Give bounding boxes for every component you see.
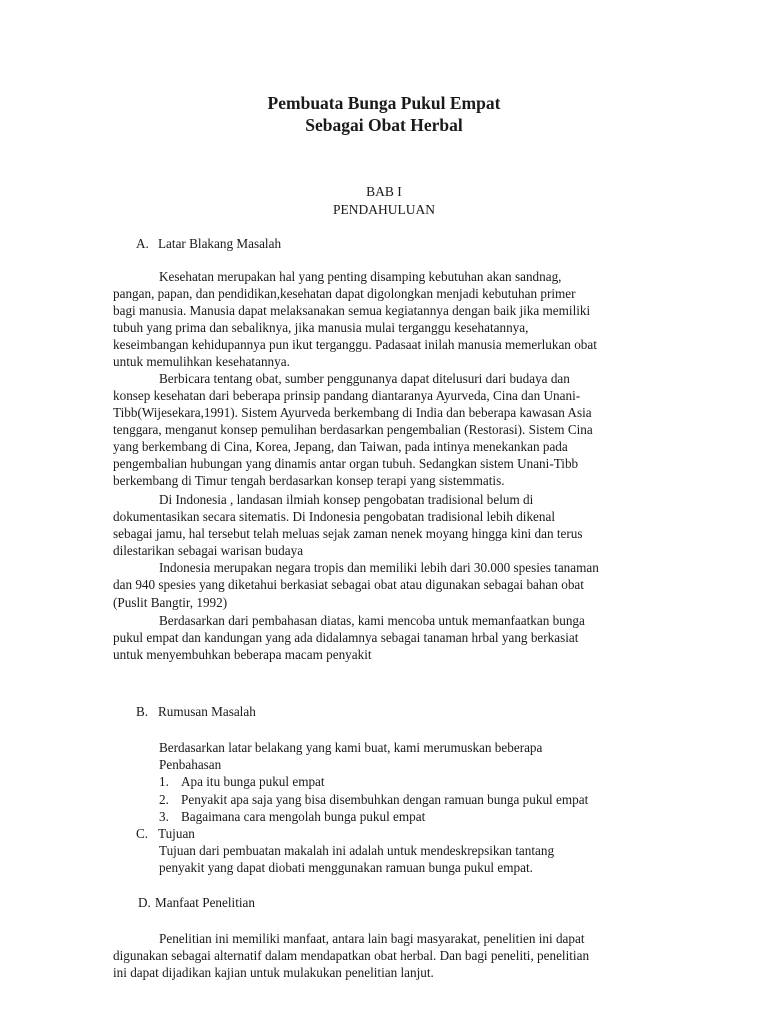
section-a-marker: A. xyxy=(136,236,149,251)
paragraph-line: berkembang di Timur tengah berdasarkan konsep terapi yang sistemmatis. xyxy=(113,473,505,488)
paragraph-line: yang berkembang di Cina, Korea, Jepang, dan Taiwan, pada intinya menekankan pada xyxy=(113,439,568,454)
list-item xyxy=(159,808,425,825)
paragraph-line: konsep kesehatan dari beberapa prinsip pandang diantaranya Ayurveda, Cina dan Unani- xyxy=(113,388,581,403)
paragraph-line: Di Indonesia , landasan ilmiah konsep pengobatan tradisional belum di xyxy=(159,492,534,507)
section-b-intro-line: Berdasarkan latar belakang yang kami buat, kami merumuskan beberapa xyxy=(159,740,543,755)
paragraph-line: Indonesia merupakan negara tropis dan memiliki lebih dari 30.000 spesies tanaman xyxy=(159,560,599,575)
list-item-text: Penyakit apa saja yang bisa disembuhkan dengan ramuan bunga pukul empat xyxy=(181,792,589,807)
section-b-intro-line: Penbahasan xyxy=(159,757,222,772)
paragraph-line: dokumentasikan secara sitematis. Di Indonesia pengobatan tradisional lebih dikenal xyxy=(113,509,556,524)
list-item-marker: 2. xyxy=(159,792,169,807)
paragraph-line: keseimbangan kehidupannya pun ikut terganggu. Padasaat inilah manusia memerlukan obat xyxy=(113,337,597,352)
paragraph-line: pukul empat dan kandungan yang ada didalamnya sebagai tanaman hrbal yang berkasiat xyxy=(113,630,579,645)
section-a-heading-row xyxy=(136,235,281,252)
section-a-heading: Latar Blakang Masalah xyxy=(158,236,282,251)
section-d-heading: Manfaat Penelitian xyxy=(155,895,255,910)
list-item-text: Apa itu bunga pukul empat xyxy=(181,774,325,789)
section-b-marker: B. xyxy=(136,704,149,719)
paragraph-line: tubuh yang prima dan sebaliknya, jika manusia mulai terganggu kesehatannya, xyxy=(113,320,529,335)
paragraph-line: digunakan sebagai alternatif dalam mendapatkan obat herbal. Dan bagi peneliti, penelitian xyxy=(113,948,590,963)
section-c-heading-row xyxy=(136,825,195,842)
paragraph-line: sebagai jamu, hal tersebut telah meluas sejak zaman nenek moyang hingga kini dan terus xyxy=(113,526,583,541)
paragraph-line: dan 940 spesies yang diketahui berkasiat sebagai obat atau digunakan sebagai bahan obat xyxy=(113,577,584,592)
paragraph-line: Penelitian ini memiliki manfaat, antara lain bagi masyarakat, penelitien ini dapat xyxy=(159,931,585,946)
paragraph-line: untuk menyembuhkan beberapa macam penyakit xyxy=(113,647,372,662)
list-item-marker: 3. xyxy=(159,809,169,824)
paragraph-line: pengembalian hubungan yang dinamis antar organ tubuh. Sedangkan sistem Unani-Tibb xyxy=(113,456,579,471)
paragraph-line: bagi manusia. Manusia dapat melaksanakan semua kegiatannya dengan baik jika memiliki xyxy=(113,303,591,318)
section-b-heading: Rumusan Masalah xyxy=(158,704,256,719)
title-line-2: Sebagai Obat Herbal xyxy=(305,115,463,135)
paragraph-line: (Puslit Bangtir, 1992) xyxy=(113,595,228,610)
section-c-line: penyakit yang dapat diobati menggunakan ramuan bunga pukul empat. xyxy=(159,860,533,875)
section-c-marker: C. xyxy=(136,826,149,841)
list-item-marker: 1. xyxy=(159,774,169,789)
chapter-name: PENDAHULUAN xyxy=(333,202,435,217)
section-d-marker: D. xyxy=(138,895,151,910)
list-item-text: Bagaimana cara mengolah bunga pukul empat xyxy=(181,809,426,824)
paragraph-line: Tibb(Wijesekara,1991). Sistem Ayurveda berkembang di India dan beberapa kawasan Asia xyxy=(113,405,592,420)
paragraph-line: Kesehatan merupakan hal yang penting disamping kebutuhan akan sandnag, xyxy=(159,269,562,284)
list-item xyxy=(159,773,325,790)
paragraph-line: ini dapat dijadikan kajian untuk mulakukan penelitian lanjut. xyxy=(113,965,434,980)
section-c-line: Tujuan dari pembuatan makalah ini adalah untuk mendeskrepsikan tantang xyxy=(159,843,555,858)
paragraph-line: untuk memulihkan kesehatannya. xyxy=(113,354,290,369)
paragraph-line: tenggara, menganut konsep pemulihan berdasarkan pengembalian (Restorasi). Sistem Cina xyxy=(113,422,593,437)
paragraph-line: pangan, papan, dan pendidikan,kesehatan dapat digolongkan menjadi kebutuhan primer xyxy=(113,286,576,301)
paragraph-line: dilestarikan sebagai warisan budaya xyxy=(113,543,304,558)
document-title xyxy=(0,92,768,136)
list-item xyxy=(159,791,588,808)
chapter-number: BAB I xyxy=(366,184,402,199)
title-line-1: Pembuata Bunga Pukul Empat xyxy=(267,93,501,113)
section-c-heading: Tujuan xyxy=(158,826,195,841)
paragraph-line: Berbicara tentang obat, sumber penggunanya dapat ditelusuri dari budaya dan xyxy=(159,371,570,386)
paragraph-line: Berdasarkan dari pembahasan diatas, kami mencoba untuk memanfaatkan bunga xyxy=(159,613,585,628)
section-b-heading-row xyxy=(136,703,256,720)
section-d-heading-row xyxy=(138,894,255,911)
